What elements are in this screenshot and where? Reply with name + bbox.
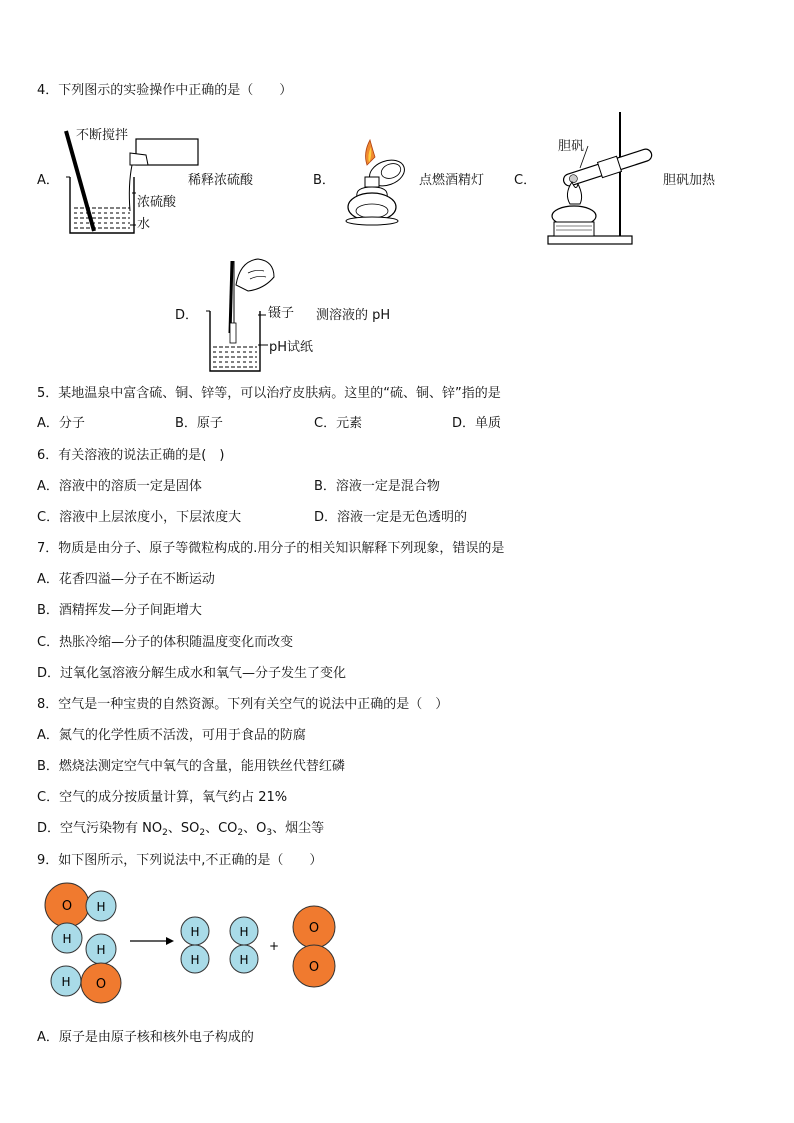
q4-d-tweezers-label: 镊子 (268, 306, 295, 321)
svg-text:H: H (61, 975, 71, 989)
ph-paper-icon (230, 323, 236, 343)
q4-stem: 4．下列图示的实验操作中正确的是（ ） (37, 83, 293, 98)
q5-option-b: B．原子 (175, 416, 223, 431)
oxygen-molecule (293, 906, 335, 987)
q9-option-a: A．原子是由原子核和核外电子构成的 (37, 1030, 254, 1045)
q4-b-label: 点燃酒精灯 (419, 173, 485, 188)
q7-option-b: B．酒精挥发—分子间距增大 (37, 603, 202, 618)
q6-stem: 6．有关溶液的说法正确的是( ) (37, 448, 225, 463)
hydrogen-molecule-1 (181, 917, 209, 973)
q9-stem: 9．如下图所示，下列说法中,不正确的是（ ） (37, 853, 323, 868)
water-molecule-2 (52, 923, 116, 964)
q5-stem: 5．某地温泉中富含硫、铜、锌等，可以治疗皮肤病。这里的“硫、铜、锌”指的是 (37, 386, 501, 401)
burner-flame-icon (567, 182, 581, 204)
svg-text:H: H (62, 932, 72, 946)
q7-option-a: A．花香四溢—分子在不断运动 (37, 572, 215, 587)
hand-icon (236, 259, 274, 291)
q6-option-c: C．溶液中上层浓度小，下层浓度大 (37, 510, 242, 525)
q7-stem: 7．物质是由分子、原子等微粒构成的.用分子的相关知识解释下列现象，错误的是 (37, 541, 505, 556)
svg-text:H: H (190, 925, 200, 939)
q9-reaction-diagram (40, 880, 350, 1010)
svg-text:H: H (239, 953, 249, 967)
svg-text:O: O (95, 977, 107, 992)
svg-text:H: H (190, 953, 200, 967)
water-molecule-1 (45, 883, 116, 927)
q4-option-b-figure (335, 135, 415, 230)
svg-text:O: O (308, 960, 320, 975)
q6-option-b: B．溶液一定是混合物 (314, 479, 440, 494)
q4-option-b-letter: B． (313, 173, 335, 188)
q8-option-b: B．燃烧法测定空气中氧气的含量，能用铁丝代替红磷 (37, 759, 345, 774)
plus-sign: + (268, 939, 280, 953)
q8-option-a: A．氮气的化学性质不活泼，可用于食品的防腐 (37, 728, 306, 743)
q6-option-a: A．溶液中的溶质一定是固体 (37, 479, 202, 494)
q4-c-sample-label: 胆矾 (558, 139, 585, 154)
q8-option-c: C．空气的成分按质量计算，氧气约占 21% (37, 790, 288, 805)
q5-option-c: C．元素 (314, 416, 363, 431)
q5-option-a: A．分子 (37, 416, 85, 431)
q6-option-d: D．溶液一定是无色透明的 (314, 510, 468, 525)
q4-option-c-letter: C． (514, 173, 537, 188)
q4-a-stir-label: 不断搅拌 (76, 128, 129, 143)
q8-option-d: D．空气污染物有 $NO_2$、$SO_2$、$CO_2$、$O_3$、烟尘等 (37, 821, 325, 838)
hydrogen-molecule-2 (230, 917, 258, 973)
q4-option-a-letter: A． (37, 173, 59, 188)
water-molecule-3 (51, 963, 121, 1003)
q4-option-d-letter: D． (175, 308, 199, 323)
q7-option-d: D．过氧化氢溶液分解生成水和氧气—分子发生了变化 (37, 666, 347, 681)
q4-c-label: 胆矾加热 (663, 173, 716, 188)
q8-stem: 8．空气是一种宝贵的自然资源。下列有关空气的说法中正确的是（ ） (37, 697, 449, 712)
q7-option-c: C．热胀冷缩—分子的体积随温度变化而改变 (37, 635, 294, 650)
q4-a-conc-acid-label: 浓硫酸 (137, 195, 177, 210)
q4-a-acid-label: 稀释浓硫酸 (188, 173, 254, 188)
svg-text:O: O (61, 899, 73, 914)
svg-text:O: O (308, 921, 320, 936)
q5-option-d: D．单质 (452, 416, 502, 431)
q4-d-label: 测溶液的 pH (316, 308, 391, 323)
q4-d-paper-label: pH试纸 (269, 340, 314, 355)
q4-option-c-figure (540, 108, 670, 248)
svg-text:H: H (96, 900, 106, 914)
tweezers-icon (230, 261, 232, 333)
svg-text:H: H (239, 925, 249, 939)
svg-text:H: H (96, 943, 106, 957)
q4-a-water-label: 水 (137, 217, 151, 232)
